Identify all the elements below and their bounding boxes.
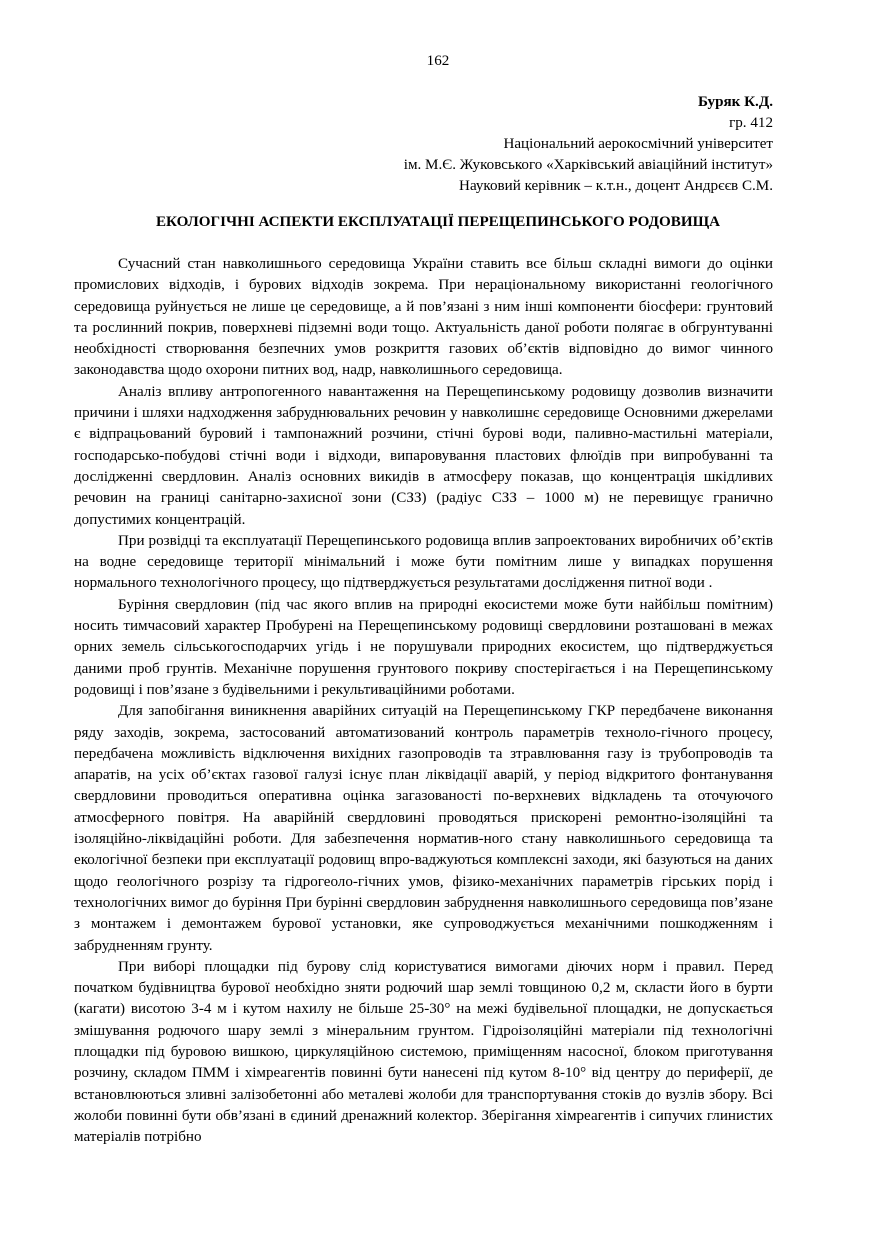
paragraph-4: Буріння свердловин (під час якого вплив на природні екосистеми може бути найбільш помітним) носить тимчасовий характер Пробурені на Перещепинському родовищі свердловини розташовані в межах орних земель сільськогосподарчих угідь і не порушували природних екосистем, що підтверджується даними проб грунтів. Механічне порушення грунтового покриву спостерігається і на Перещепинському родовищі і пов’язане з будівельними і рекультиваційними роботами. — [74, 596, 773, 698]
author-name: Буряк К.Д. — [697, 94, 773, 110]
paragraph-2: Аналіз впливу антропогенного навантаження на Перещепинському родовищу дозволив визначити причини і шляхи надходження забруднювальних речовин у навколишнє середовище Основними джерелами є відпрацьований буровий і тампонажний розчини, стічні бурові води, паливно-мастильні матеріали, господарсько-побудові стічні води і відходи, випаровування пластових флюїдів при випробуванні та дослідженні свердловин. Аналіз основних викидів в атмосферу показав, що концентрація шкідливих речовин на границі санітарно-захисної зони (СЗЗ) (радіус СЗЗ – 1000 м) не перевищує гранично допустимих концентрацій. — [74, 383, 773, 528]
institute-name: ім. М.Є. Жуковського «Харківський авіаційний інститут» — [403, 157, 773, 173]
page-number: 162 — [426, 53, 450, 69]
author-block — [404, 92, 773, 197]
university-name: Національний аерокосмічний університет — [503, 136, 773, 152]
paragraph-3: При розвідці та експлуатації Перещепинського родовища вплив запроектованих виробничих об’єктів на водне середовище території мінімальний і може бути помітним лише у випадках порушення нормального технологічного процесу, що підтверджується результатами дослідження питної води . — [74, 532, 773, 592]
supervisor-line: Науковий керівник – к.т.н., доцент Андрєєв С.М. — [459, 178, 773, 194]
paper-title: ЕКОЛОГІЧНІ АСПЕКТИ ЕКСПЛУАТАЦІЇ ПЕРЕЩЕПИНСЬКОГО РОДОВИЩА — [155, 214, 721, 230]
paragraph-6: При виборі площадки під бурову слід користуватися вимогами діючих норм і правил. Перед початком будівництва бурової необхідно зняти родючий шар землі товщиною 0,2 м, скласти його в бурти (кагати) висотою 3-4 м і кутом нахилу не більше 25-30° на межі будівельної площадки, не допускається змішування родючого шару землі з мінеральним грунтом. Гідроізоляційні матеріали під технологічні площадки під буровою вишкою, циркуляційною системою, приміщенням насосної, блоком приготування розчину, складом ПММ і хімреагентів повинні бути нанесені під кутом 8-10° від центру до периферії, де встановлюються зливні залізобетонні або металеві жолоби для транспортування стоків до вузлів збору. Всі жолоби повинні бути обв’язані в єдиний дренажний колектор. Зберігання хімреагентів і сипучих глинистих матеріалів потрібно — [74, 958, 773, 1146]
author-group: гр. 412 — [729, 115, 773, 131]
paragraph-5: Для запобігання виникнення аварійних ситуацій на Перещепинському ГКР передбачене виконання ряду заходів, зокрема, застосований автоматизований контроль параметрів техноло-гічного процесу, передбачена можливість відключення вихідних газопроводів та зтравлювання газу із трубопроводів та апаратів, на усіх об’єктах газової галузі існує план ліквідації аварій, у період відкритого фонтанування свердловини проводиться оперативна оцінка загазованості по-верхневих відкладень та оточуючого атмосферного повітря. На аварійній свердловині проводяться прискорені ремонтно-ізоляційні та ізоляційно-ліквідаційні роботи. Для забезпечення норматив-ного стану навколишнього середовища та екологічної безпеки при експлуатації родовищ впро-ваджуються комплексні заходи, які базуються на даних щодо геологічного розрізу та гідрогеоло-гічних умов, фізико-механічних параметрів гірських порід і технологічних вимог до буріння При бурінні свердловин забруднення навколишнього середовища пов’язане з монтажем і демонтажем бурової установки, яке супроводжується механічними пошкодженням і забрудненням грунту. — [74, 703, 773, 954]
body-text — [74, 254, 773, 1148]
paragraph-1: Сучасний стан навколишнього середовища України ставить все більш складні вимоги до оцінки промислових відходів, і бурових відходів зокрема. При нераціональному використанні геологічного середовища руйнується не лише це середовище, а й пов’язані з ним інші компоненти біосфери: грунтовий та рослинний покрив, поверхневі підземні води тощо. Актуальність даної роботи полягає в обгрунтуванні необхідності створювання безпечних умов розкриття газових об’єктів відповідно до вимог чинного законодавства щодо охорони питних вод, надр, навколишнього середовища. — [74, 256, 773, 379]
